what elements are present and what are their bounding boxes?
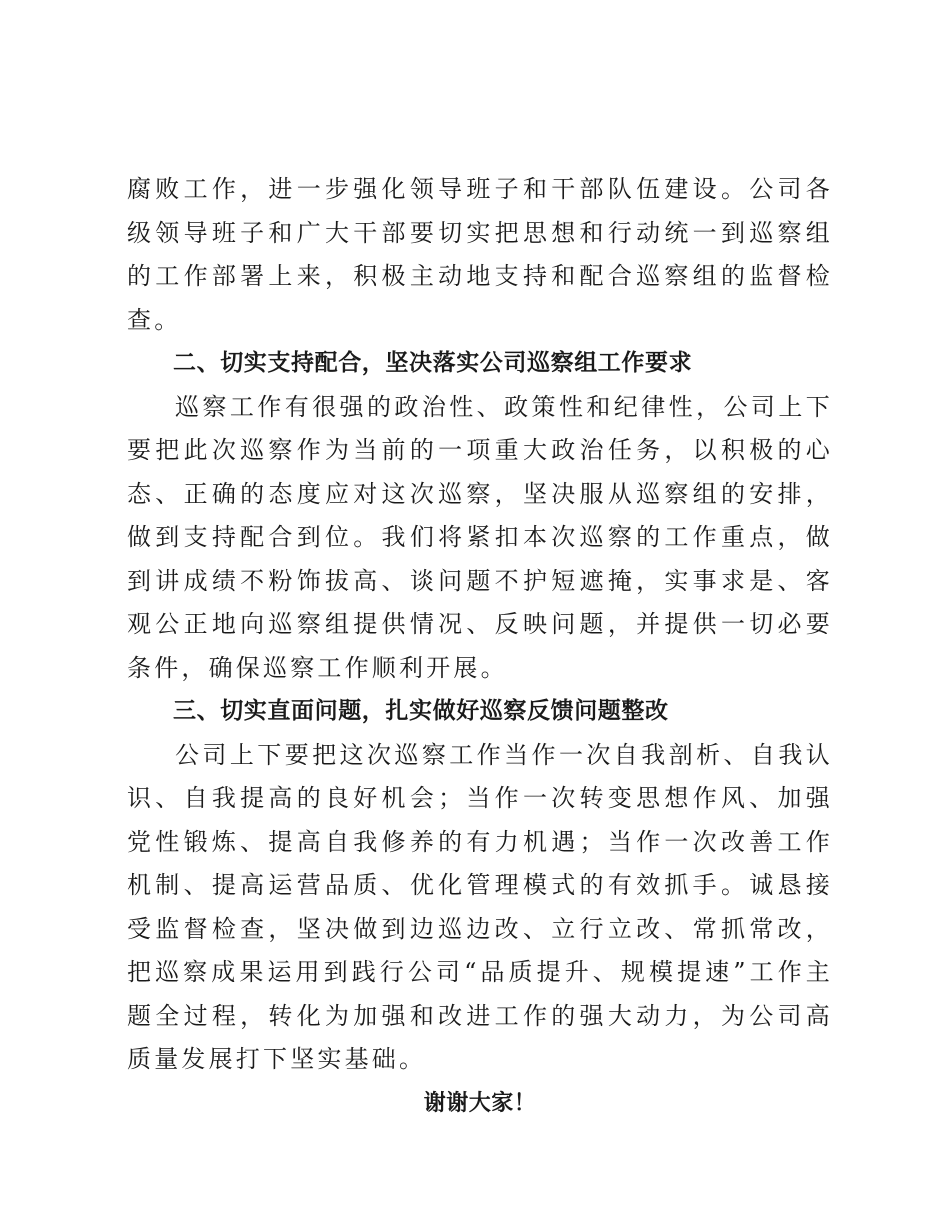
section-heading-two: 二、切实支持配合，坚决落实公司巡察组工作要求: [173, 350, 693, 376]
closing-remark: 谢谢大家！: [423, 1090, 537, 1116]
section-heading-three: 三、切实直面问题，扎实做好巡察反馈问题整改: [173, 698, 669, 724]
paragraph-section-three: 公司上下要把这次巡察工作当作一次自我剖析、自我认识、自我提高的良好机会；当作一次转变思想作风、加强党性锻炼、提高自我修养的有力机遇；当作一次改善工作机制、提高运营品质、优化管理模式的有效抓手。诚恳接受监督检查，坚决做到边巡边改、立行立改、常抓常改，把巡察成果运用到践行公司“品质提升、规模提速”工作主题全过程，转化为加强和改进工作的强大动力，为公司高质量发展打下坚实基础。: [127, 740, 833, 1073]
paragraph-intro-continuation: 腐败工作，进一步强化领导班子和干部队伍建设。公司各级领导班子和广大干部要切实把思想和行动统一到巡察组的工作部署上来，积极主动地支持和配合巡察组的监督检查。: [127, 175, 833, 334]
paragraph-section-two: 巡察工作有很强的政治性、政策性和纪律性，公司上下要把此次巡察作为当前的一项重大政治任务，以积极的心态、正确的态度应对这次巡察，坚决服从巡察组的安排，做到支持配合到位。我们将紧扣本次巡察的工作重点，做到讲成绩不粉饰拔高、谈问题不护短遮掩，实事求是、客观公正地向巡察组提供情况、反映问题，并提供一切必要条件，确保巡察工作顺利开展。: [127, 392, 833, 682]
document-body: [127, 168, 833, 1125]
